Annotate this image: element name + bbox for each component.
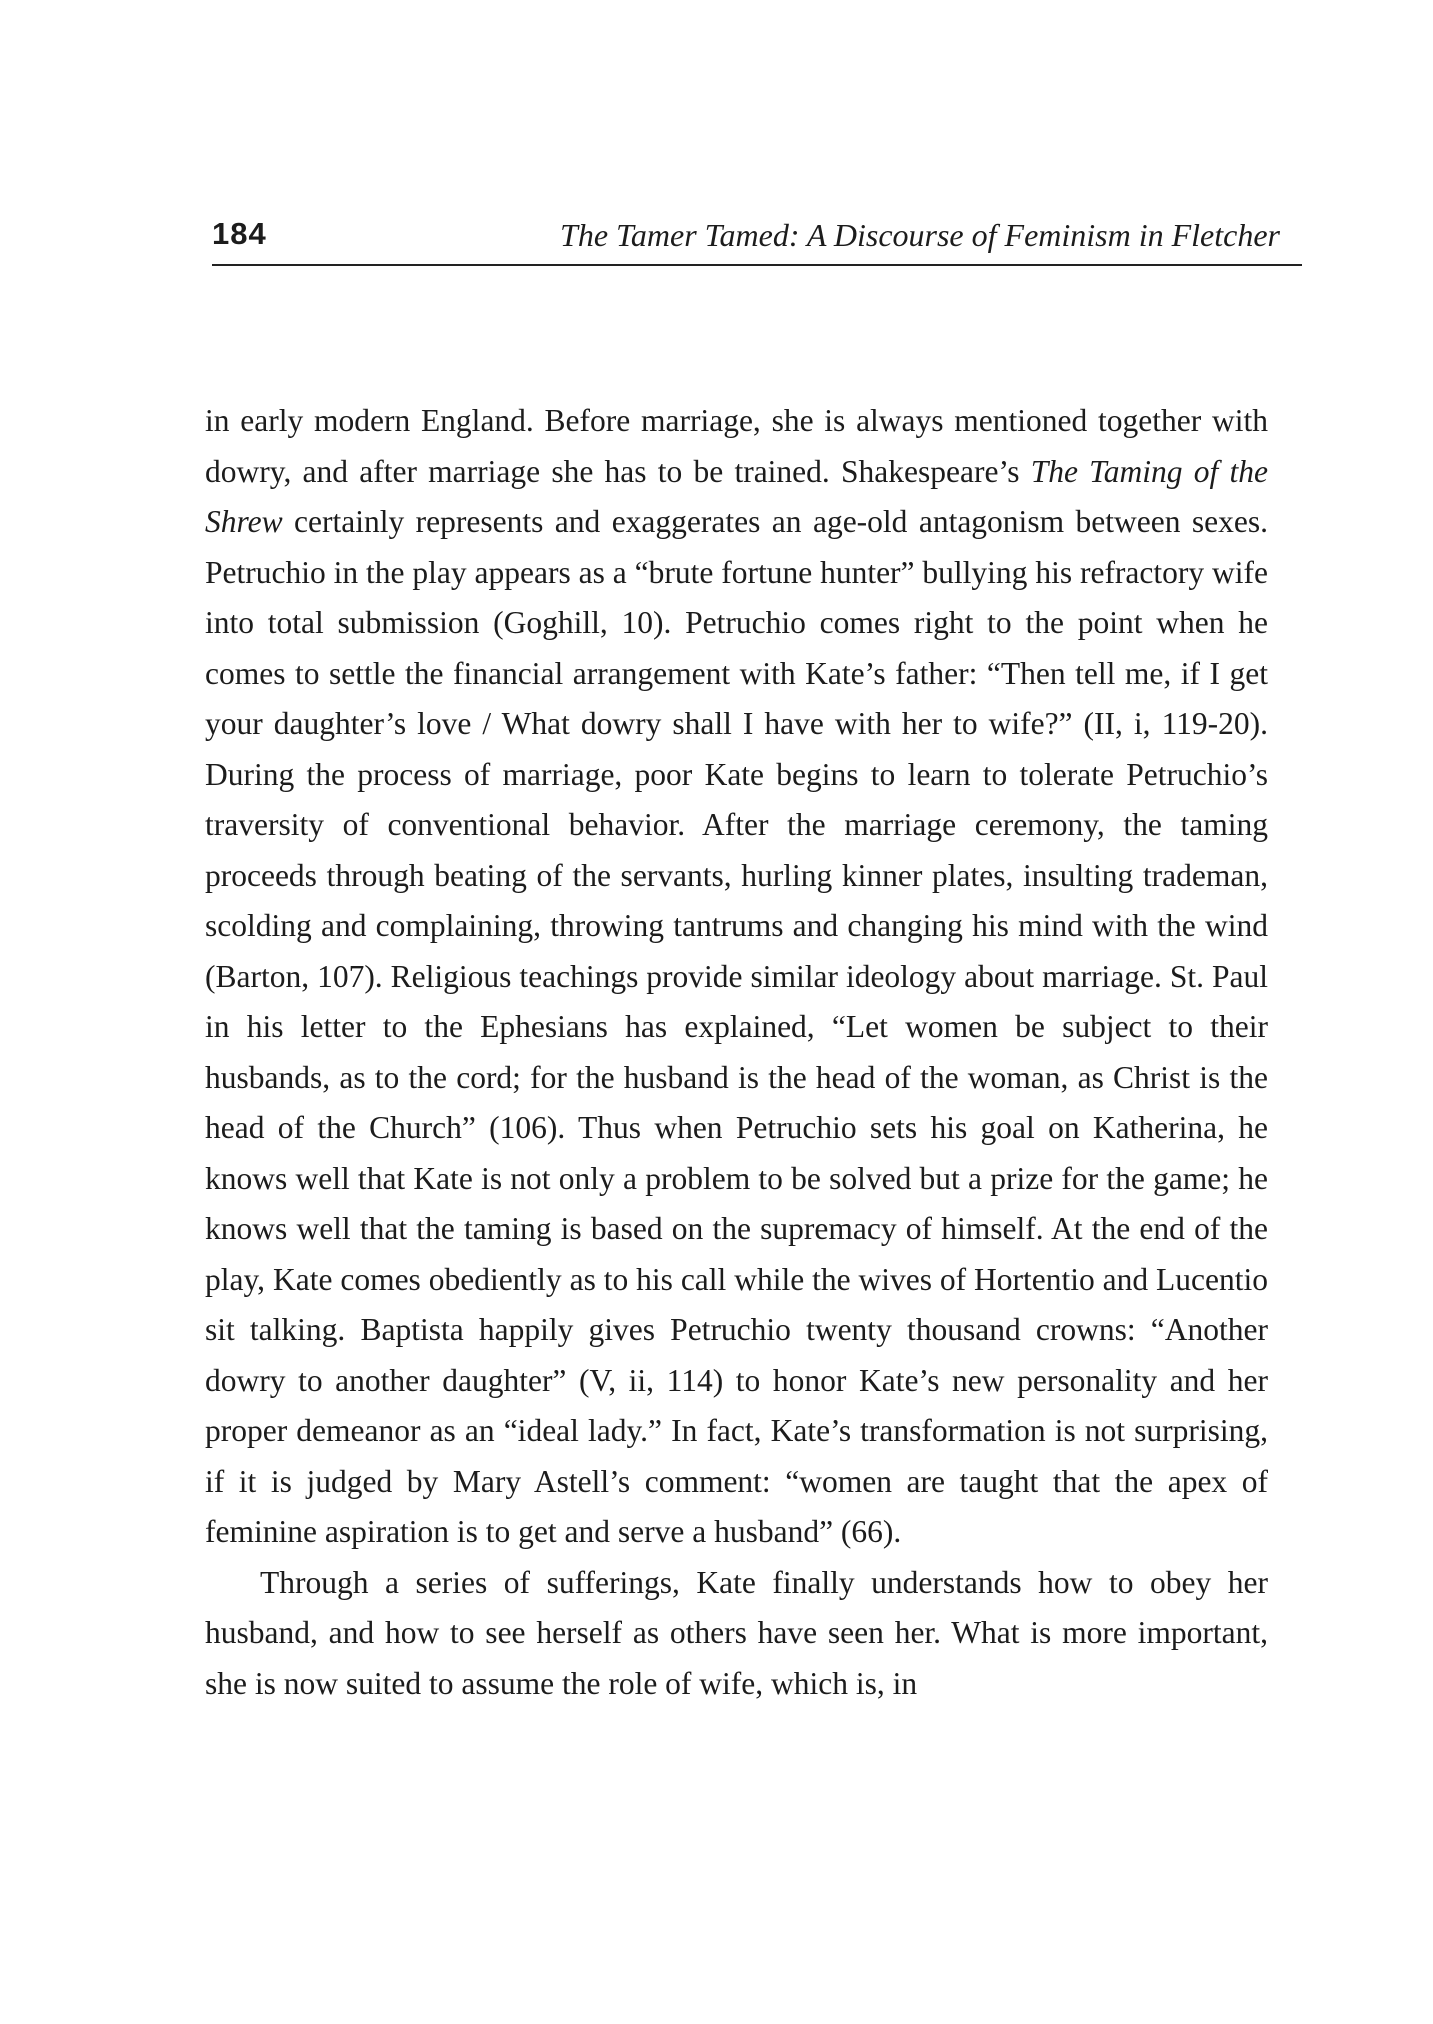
running-title: The Tamer Tamed: A Discourse of Feminism in Fletcher [560, 217, 1280, 253]
running-header [212, 208, 1302, 266]
work-title: The Taming of the Shrew [205, 453, 1268, 539]
paragraph-2: Through a series of sufferings, Kate finally understands how to obey her husband, and how to see herself as others have seen her. What is more important, she is now suited to assume the role of wife, which is, in [205, 1564, 1268, 1701]
paragraph-1-text-a: in early modern England. Before marriage, she is always mentioned together with dowry, and after marriage she has to be trained. Shakespeare’s [205, 403, 1268, 489]
page-number: 184 [212, 216, 267, 251]
paragraph-1 [205, 396, 1268, 1558]
paragraph-1-text-b: certainly represents and exaggerates an age-old antagonism between sexes. Petruchio in the play appears as a “brute fortune hunter” bullying his refractory wife into total submission (Goghill, 10). Petruchio comes right to the point when he comes to settle the financial arrangement with Kate’s father: “Then tell me, if I get your daughter’s love / What dowry shall I have with her to wife?” (II, i, 119-20). During the process of marriage, poor Kate begins to learn to tolerate Petruchio’s traversity of conventional behavior. After the marriage ceremony, the taming proceeds through beating of the servants, hurling kinner plates, insulting trademan, scolding and complaining, throwing tantrums and changing his mind with the wind (Barton, 107). Religious teachings provide similar ideology about marriage. St. Paul in his letter to the Ephesians has explained, “Let women be subject to their husbands, as to the cord; for the husband is the head of the woman, as Christ is the head of the Church” (106). Thus when Petruchio sets his goal on Katherina, he knows well that Kate is not only a problem to be solved but a prize for the game; he knows well that the taming is based on the supremacy of himself. At the end of the play, Kate comes obediently as to his call while the wives of Hortentio and Lucentio sit talking. Baptista happily gives Petruchio twenty thousand crowns: “Another dowry to another daughter” (V, ii, 114) to honor Kate’s new personality and her proper demeanor as an “ideal lady.” In fact, Kate’s transformation is not surprising, if it is judged by Mary Astell’s comment: “women are taught that the apex of feminine aspiration is to get and serve a husband” (66). [205, 504, 1268, 1549]
body-text [205, 396, 1268, 1709]
